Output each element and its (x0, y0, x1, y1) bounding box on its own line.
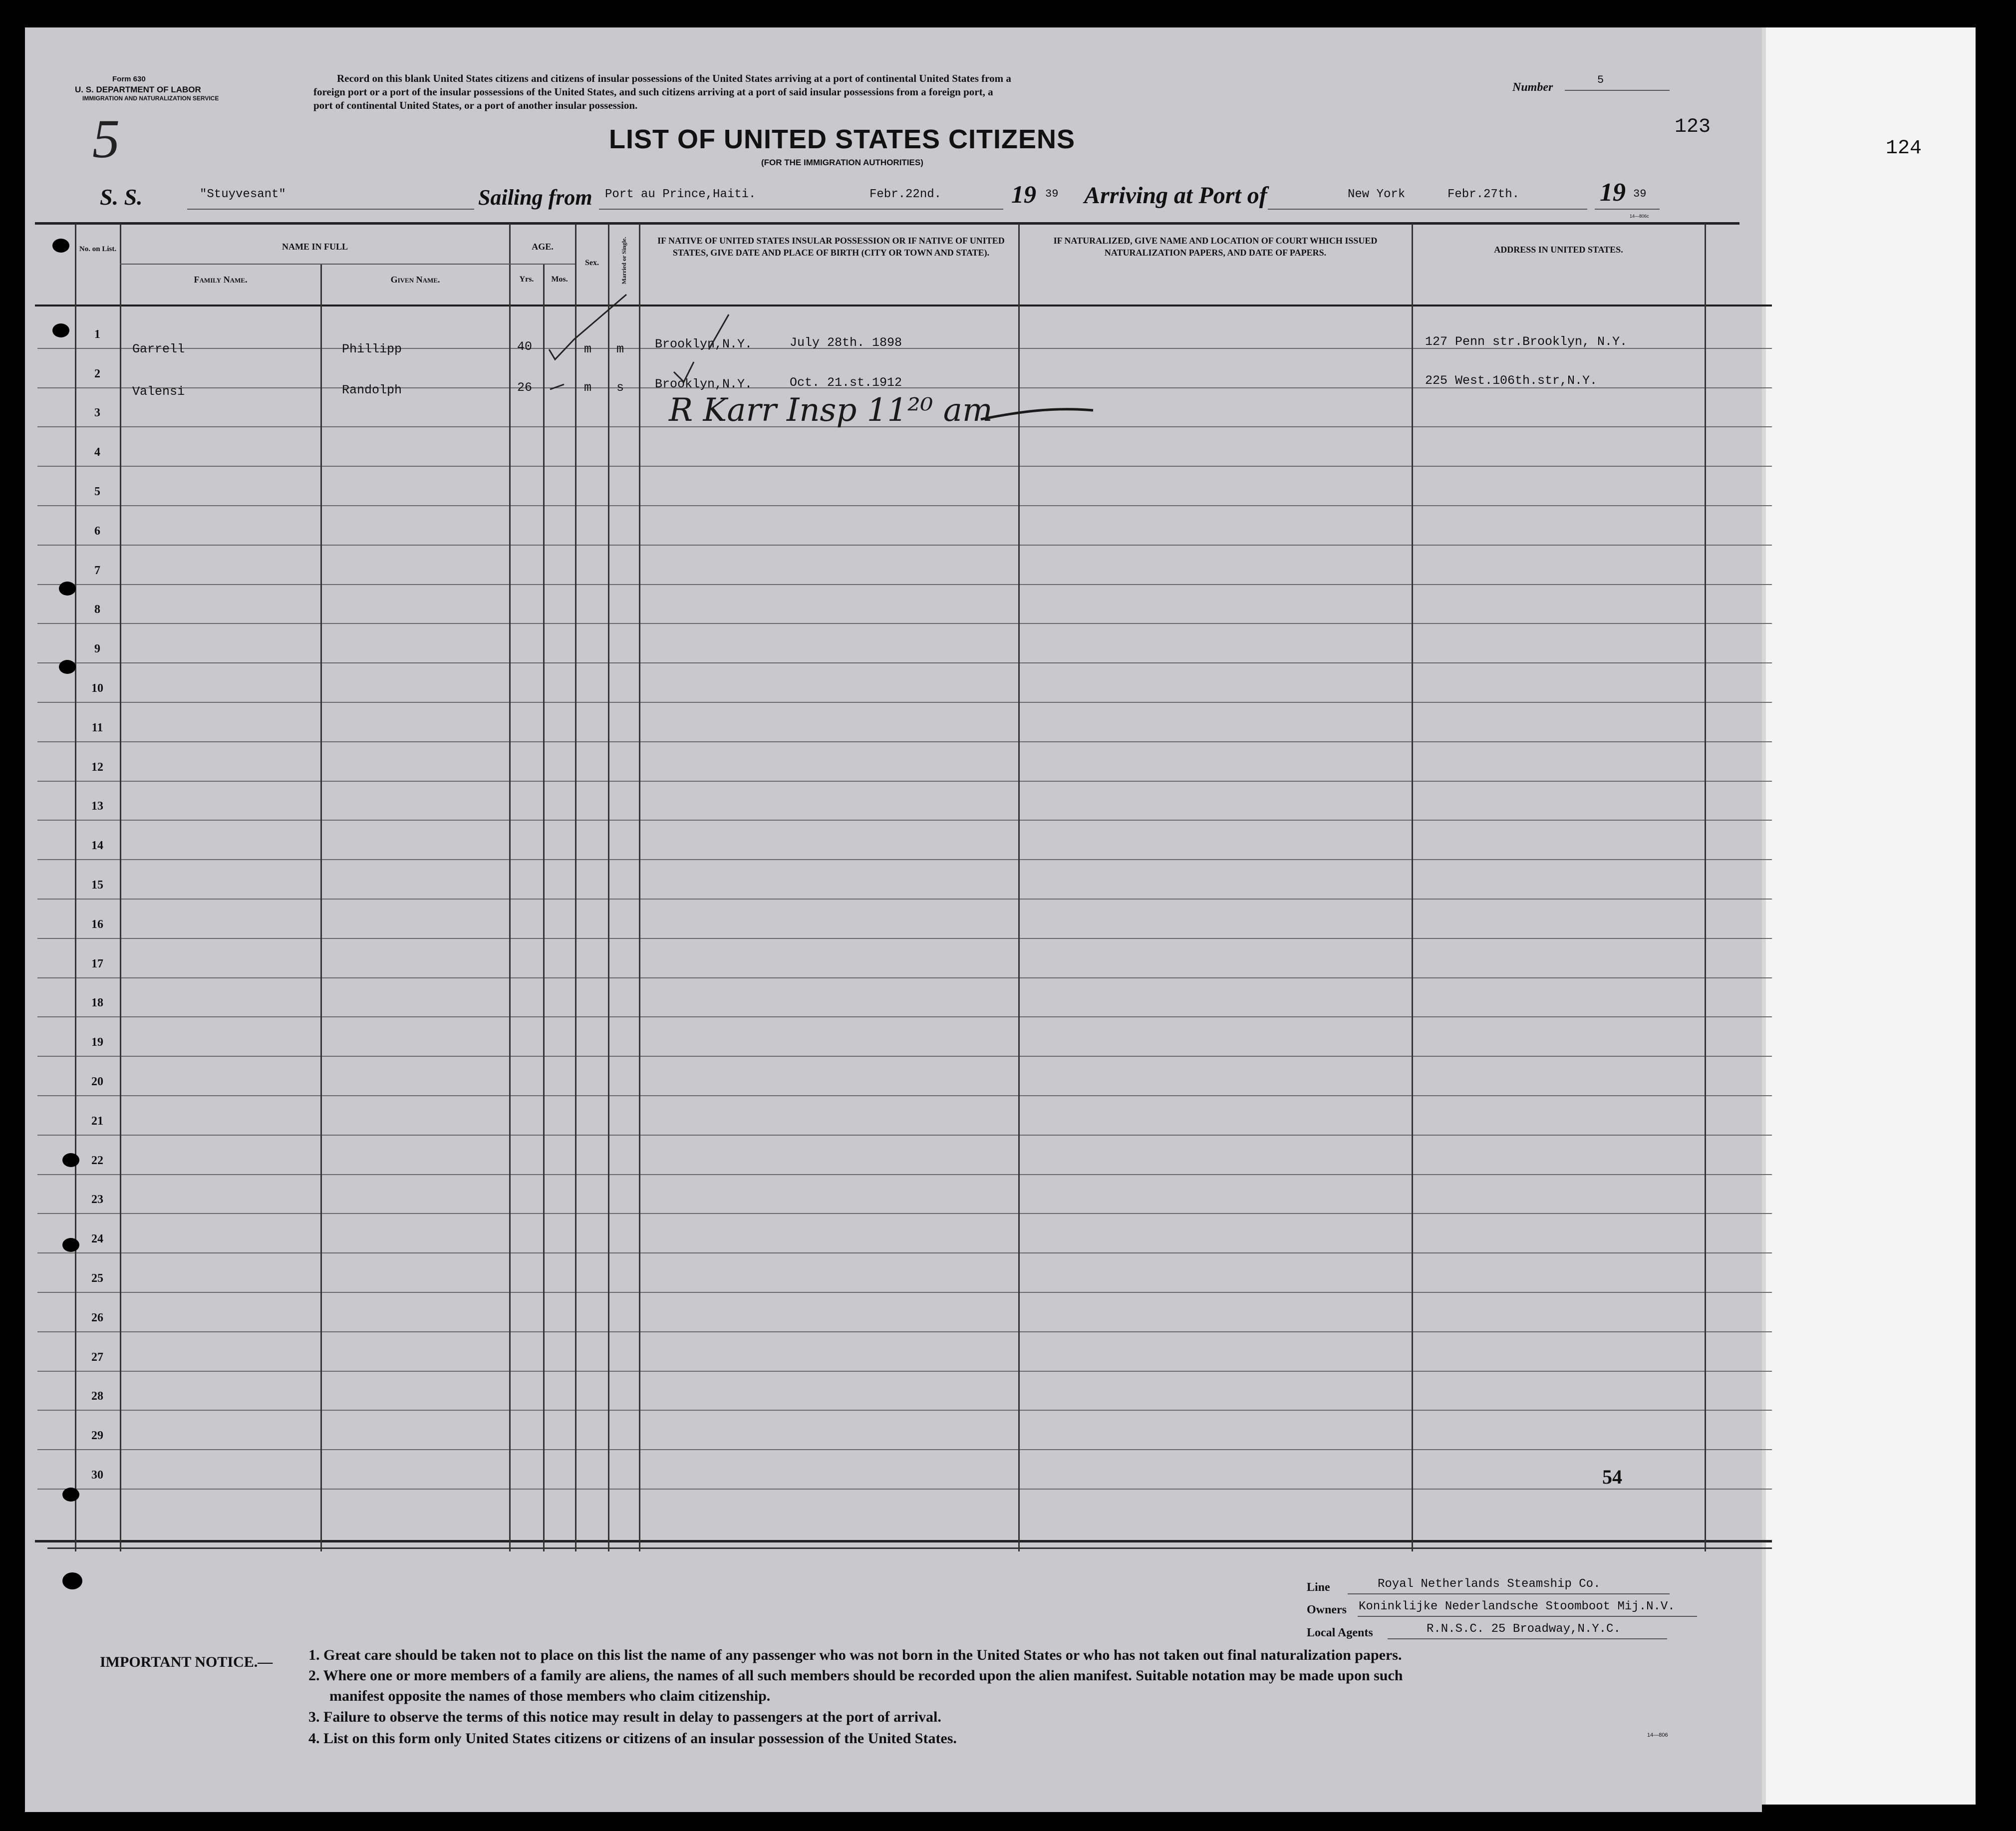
binder-hole (52, 323, 69, 337)
header-name-in-full: NAME IN FULL (282, 242, 348, 252)
row-number: 1 (94, 328, 100, 341)
row-1-birthplace: Brooklyn,N.Y. (655, 337, 753, 351)
inspector-note: R Karr Insp 11²⁰ am (669, 392, 993, 429)
manifest-page (25, 27, 1762, 1812)
page-number: 123 (1675, 116, 1711, 138)
row-line (37, 1371, 1772, 1372)
header-family-name: Family Name. (194, 275, 248, 285)
instructions-line-1: Record on this blank United States citizens and citizens of insular possessions of the United States arriving at a port of continental United States from a (337, 72, 1011, 84)
row-1-given-name: Phillipp (342, 342, 402, 356)
row-2-family-name: Valensi (132, 384, 185, 399)
sailing-label: Sailing from (478, 185, 592, 210)
col-line-address (1705, 224, 1706, 1551)
print-code-bottom: 14—806 (1647, 1732, 1668, 1738)
row-line (37, 977, 1772, 978)
col-line-given (320, 265, 322, 1551)
header-naturalized: IF NATURALIZED, GIVE NAME AND LOCATION OF COURT WHICH ISSUED NATURALIZATION PAPERS, AND DATE OF PAPERS. (1053, 236, 1378, 258)
col-line-married (639, 224, 640, 1551)
row-2-sex: m (584, 380, 592, 395)
row-number: 21 (91, 1115, 103, 1128)
binder-hole (59, 582, 76, 596)
arriving-label: Arriving at Port of (1084, 182, 1267, 209)
notice-item-2-continued: manifest opposite the names of those members who claim citizenship. (329, 1688, 771, 1704)
row-line (37, 859, 1772, 860)
table-top-border (35, 222, 1739, 225)
row-line (37, 1331, 1772, 1332)
row-line (37, 702, 1772, 703)
row-number: 3 (94, 406, 100, 419)
name-age-subdivider (120, 264, 575, 265)
binder-hole (62, 1572, 82, 1589)
arrival-port: New York (1348, 188, 1406, 201)
sail-year-prefix: 19 (1011, 180, 1036, 208)
row-number: 4 (94, 446, 100, 459)
department-name: U. S. DEPARTMENT OF LABOR (75, 85, 201, 94)
binder-hole (62, 1153, 79, 1167)
header-native: IF NATIVE OF UNITED STATES INSULAR POSSESSION OR IF NATIVE OF UNITED STATES, GIVE DATE AND PLACE OF BIRTH (CITY OR TOWN AND STATE). (657, 236, 1005, 258)
row-2-marital-status: s (616, 380, 624, 395)
row-line (37, 545, 1772, 546)
row-2-given-name: Randolph (342, 383, 402, 397)
notice-label: IMPORTANT NOTICE.— (100, 1654, 273, 1670)
header-yrs: Yrs. (519, 275, 534, 284)
row-number: 18 (91, 996, 103, 1009)
row-1-family-name: Garrell (132, 342, 185, 356)
page-title: LIST OF UNITED STATES CITIZENS (609, 124, 1075, 154)
row-number: 20 (91, 1075, 103, 1088)
row-line (37, 1095, 1772, 1096)
print-code: 14—806c (1630, 214, 1649, 219)
row-number: 5 (94, 485, 100, 498)
header-bottom-border (35, 305, 1772, 306)
header-sex: Sex. (585, 259, 599, 267)
notice-item-2: 2. Where one or more members of a family are aliens, the names of all such members should be recorded upon the alien manifest. Suitable notation may be made upon such (308, 1667, 1403, 1684)
header-married: Married or Single. (620, 237, 627, 285)
col-line-naturalized (1412, 224, 1413, 1551)
row-number: 16 (91, 918, 103, 931)
row-line (37, 466, 1772, 467)
row-line (37, 938, 1772, 939)
row-number: 6 (94, 525, 100, 538)
adjacent-page-number: 124 (1886, 137, 1922, 160)
row-number: 27 (91, 1351, 103, 1364)
birth-check-marks (654, 309, 739, 384)
row-1-address: 127 Penn str.Brooklyn, N.Y. (1425, 334, 1628, 349)
line-label: Line (1307, 1581, 1330, 1594)
check-marks (539, 290, 629, 399)
binder-hole (62, 1488, 79, 1502)
row-2-birthdate: Oct. 21.st.1912 (790, 375, 902, 390)
sail-year: 39 (1045, 188, 1059, 200)
row-number: 8 (94, 603, 100, 616)
number-label: Number (1512, 81, 1553, 94)
owners-value: Koninklijke Nederlandsche Stoomboot Mij.N.V. (1359, 1600, 1675, 1613)
ship-underline (187, 209, 474, 210)
instructions-line-2: foreign port or a port of the insular possessions of the United States, and such citizens arriving at a port of said insular possessions from a foreign port, a (313, 86, 993, 98)
adjacent-page (1762, 27, 1976, 1805)
owners-underline (1358, 1616, 1697, 1617)
row-1-birthdate: July 28th. 1898 (790, 335, 902, 350)
row-number: 9 (94, 642, 100, 655)
row-line (37, 1174, 1772, 1175)
binder-hole (59, 660, 76, 674)
row-number: 26 (91, 1311, 103, 1324)
row-line (37, 1213, 1772, 1214)
row-line (37, 1135, 1772, 1136)
row-1-sex: m (584, 342, 592, 356)
instructions-line-3: port of continental United States, or a port of another insular possession. (313, 99, 638, 111)
sail-underline (599, 209, 1003, 210)
binder-hole (52, 239, 69, 253)
arrival-year: 39 (1633, 188, 1647, 200)
footer-rule (47, 1547, 1772, 1549)
row-number: 15 (91, 879, 103, 892)
row-2-age-years: 26 (517, 380, 533, 395)
row-number: 14 (91, 839, 103, 852)
row-line (37, 1410, 1772, 1411)
row-line (37, 1449, 1772, 1450)
row-2-address: 225 West.106th.str,N.Y. (1425, 373, 1598, 388)
sail-port: Port au Prince,Haiti. (605, 188, 756, 201)
number-value: 5 (1597, 74, 1604, 86)
number-underline (1565, 90, 1670, 91)
row-number: 28 (91, 1390, 103, 1403)
row-number: 7 (94, 564, 100, 577)
form-number: Form 630 (112, 75, 146, 83)
row-number: 29 (91, 1429, 103, 1442)
arrival-year-underline (1595, 209, 1660, 210)
row-number: 30 (91, 1469, 103, 1482)
arrival-year-prefix: 19 (1600, 178, 1626, 207)
header-no: No. on List. (79, 245, 117, 253)
row-number: 11 (91, 721, 103, 734)
agents-label: Local Agents (1307, 1626, 1373, 1639)
line-underline (1348, 1593, 1670, 1594)
col-line-mos (575, 224, 576, 1551)
owners-label: Owners (1307, 1603, 1347, 1616)
row-line (37, 1489, 1772, 1490)
row-number: 25 (91, 1272, 103, 1285)
ss-label: S. S. (100, 184, 143, 210)
col-line-sex (608, 224, 609, 1551)
row-line (37, 820, 1772, 821)
sail-date: Febr.22nd. (869, 188, 942, 201)
row-line (37, 1016, 1772, 1017)
row-line (37, 1252, 1772, 1253)
row-number: 2 (94, 367, 100, 380)
notice-item-4: 4. List on this form only United States citizens or citizens of an insular possession of the United States. (308, 1730, 957, 1747)
table-bottom-border (35, 1540, 1772, 1542)
row-1-age-years: 40 (517, 339, 533, 354)
inspector-stroke (978, 399, 1098, 429)
notice-item-1: 1. Great care should be taken not to place on this list the name of any passenger who was not born in the United States or who has not taken out final naturalization papers. (308, 1647, 1402, 1663)
header-given-name: Given Name. (390, 275, 440, 285)
row-number: 22 (91, 1154, 103, 1167)
row-line (37, 662, 1772, 663)
total-mark: 54 (1602, 1466, 1622, 1488)
row-line (37, 741, 1772, 742)
row-line (37, 505, 1772, 506)
notice-item-3: 3. Failure to observe the terms of this notice may result in delay to passengers at the port of arrival. (308, 1709, 941, 1725)
row-number: 23 (91, 1193, 103, 1206)
service-name: IMMIGRATION AND NATURALIZATION SERVICE (82, 95, 219, 102)
row-number: 17 (91, 957, 103, 970)
row-line (37, 899, 1772, 900)
row-number: 24 (91, 1232, 103, 1245)
ship-name: "Stuyvesant" (200, 188, 286, 201)
line-value: Royal Netherlands Steamship Co. (1378, 1577, 1601, 1591)
arrival-date: Febr.27th. (1447, 188, 1520, 201)
header-age: AGE. (532, 242, 554, 252)
handwritten-mark: 5 (92, 108, 120, 169)
binder-hole (62, 1238, 79, 1252)
row-line (37, 584, 1772, 585)
row-line (37, 623, 1772, 624)
row-line (37, 781, 1772, 782)
row-number: 10 (91, 682, 103, 695)
row-1-marital-status: m (616, 342, 624, 356)
header-address: ADDRESS IN UNITED STATES. (1494, 245, 1623, 255)
row-number: 13 (91, 800, 103, 813)
row-number: 19 (91, 1036, 103, 1049)
arrival-underline (1268, 209, 1587, 210)
row-line (37, 1056, 1772, 1057)
col-line-age (509, 224, 511, 1551)
row-line (37, 1292, 1772, 1293)
agents-value: R.N.S.C. 25 Broadway,N.Y.C. (1427, 1622, 1621, 1636)
page-subtitle: (FOR THE IMMIGRATION AUTHORITIES) (761, 158, 923, 167)
header-mos: Mos. (551, 275, 568, 284)
agents-underline (1388, 1638, 1667, 1639)
col-line-yrs (543, 265, 545, 1551)
row-number: 12 (91, 761, 103, 774)
row-2-birthplace: Brooklyn,N.Y. (655, 377, 753, 391)
